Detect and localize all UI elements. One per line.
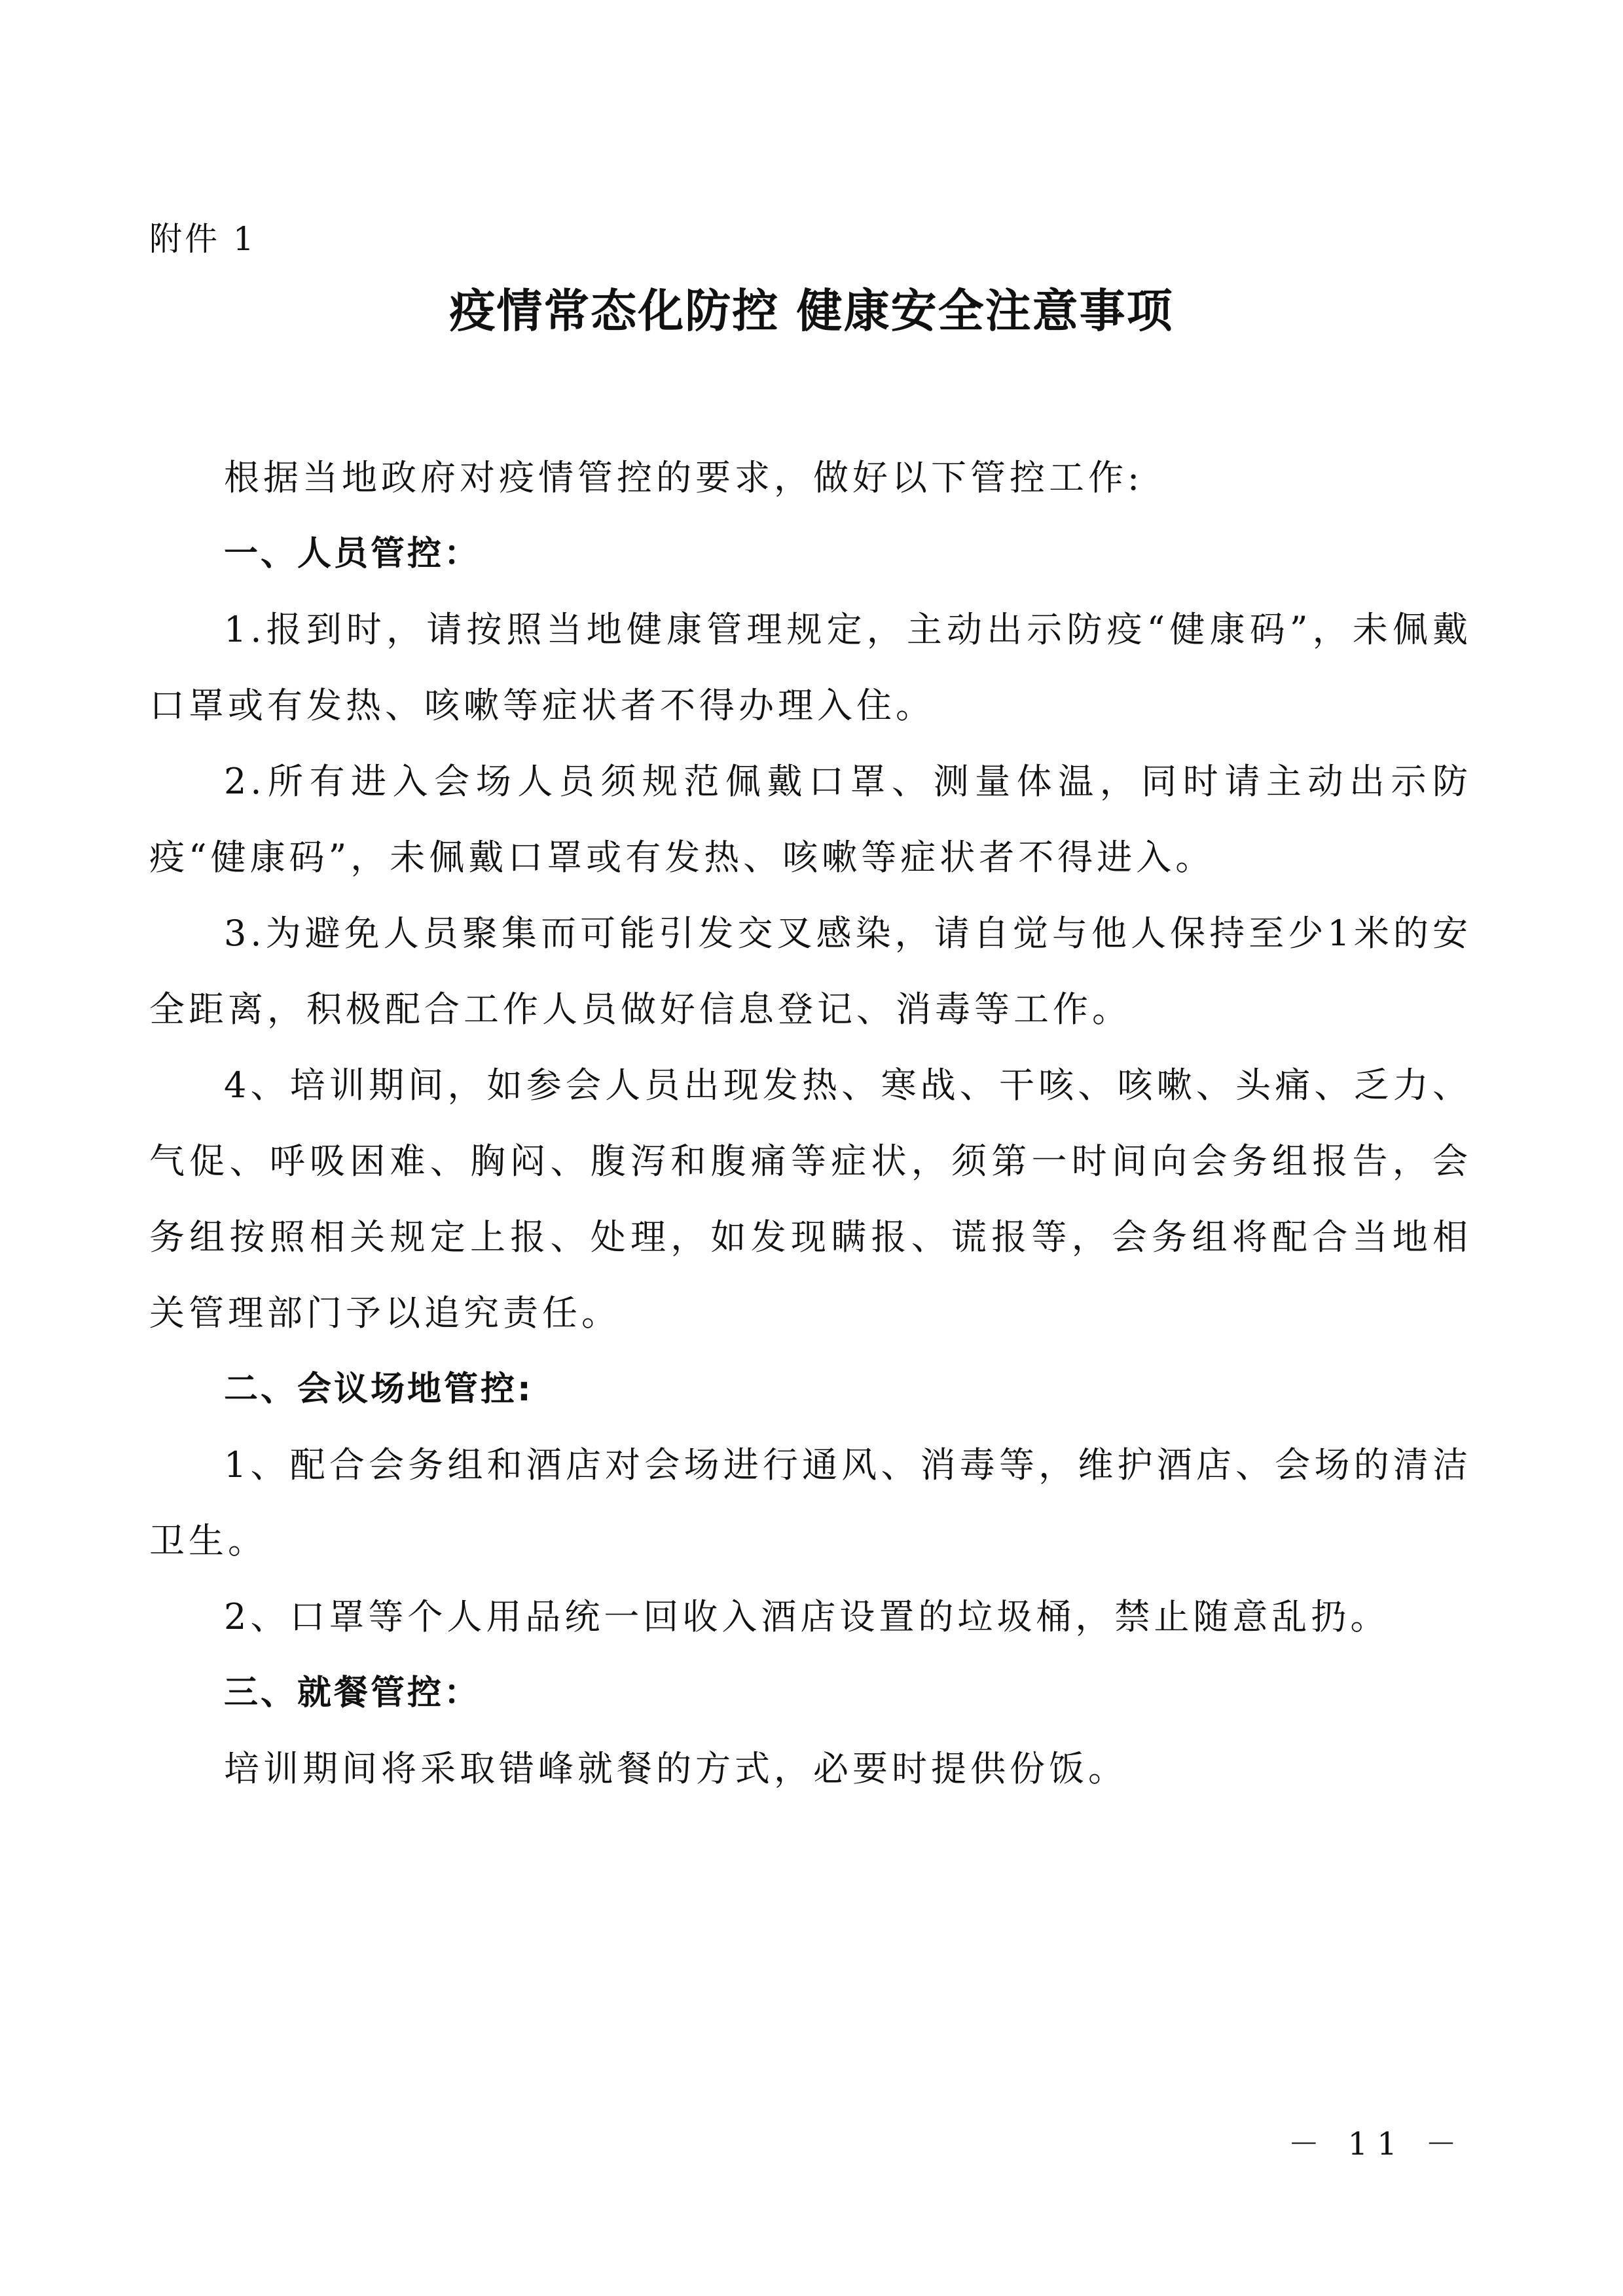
personnel-item-2: 2.所有进入会场人员须规范佩戴口罩、测量体温，同时请主动出示防疫“健康码”，未佩戴口罩或有发热、咳嗽等症状者不得进入。: [149, 761, 1472, 878]
personnel-item-3: 3.为避免人员聚集而可能引发交叉感染，请自觉与他人保持至少1米的安全距离，积极配合工作人员做好信息登记、消毒等工作。: [149, 913, 1472, 1030]
section-heading-dining: 三、就餐管控：: [224, 1673, 481, 1713]
attachment-label: 附件 1: [149, 220, 257, 258]
venue-item-2: 2、口罩等个人用品统一回收入酒店设置的垃圾桶，禁止随意乱扔。: [224, 1596, 1390, 1637]
personnel-item-1: 1.报到时，请按照当地健康管理规定，主动出示防疫“健康码”，未佩戴口罩或有发热、咳嗽等症状者不得办理入住。: [149, 609, 1472, 726]
personnel-item-4: 4、培训期间，如参会人员出现发热、寒战、干咳、咳嗽、头痛、乏力、气促、呼吸困难、胸闷、腹泻和腹痛等症状，须第一时间向会务组报告，会务组按照相关规定上报、处理，如发现瞒报、谎报等，会务组将配合当地相关管理部门予以追究责任。: [149, 1065, 1472, 1334]
venue-item-1: 1、配合会务组和酒店对会场进行通风、消毒等，维护酒店、会场的清洁卫生。: [149, 1444, 1472, 1561]
section-heading-venue: 二、会议场地管控:: [224, 1370, 534, 1409]
page-number: － 11 －: [1288, 2126, 1466, 2162]
dining-item-1: 培训期间将采取错峰就餐的方式，必要时提供份饭。: [224, 1748, 1127, 1789]
document-title: 疫情常态化防控 健康安全注意事项: [449, 284, 1174, 338]
intro-paragraph: 根据当地政府对疫情管控的要求，做好以下管控工作:: [224, 457, 1144, 498]
section-heading-personnel: 一、人员管控：: [224, 534, 481, 574]
document-body: [149, 440, 1472, 1807]
